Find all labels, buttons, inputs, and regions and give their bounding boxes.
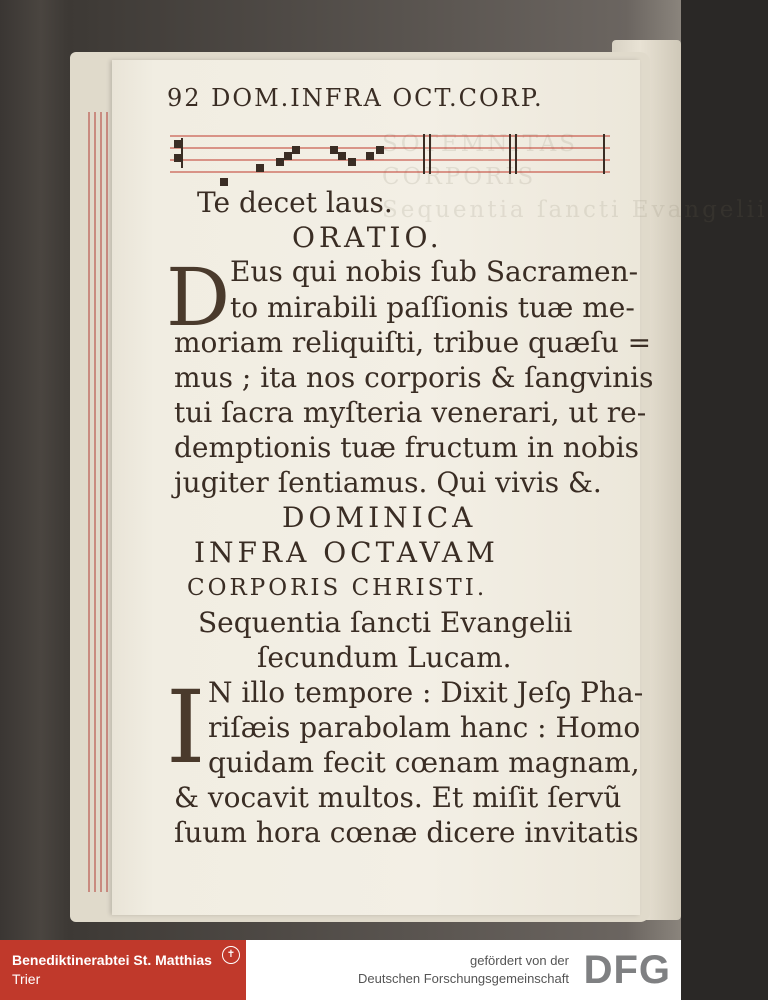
funded-by-label: gefördert von der [469,953,569,968]
institution-badge[interactable] [0,940,246,1000]
funder-name: Deutschen Forschungsgemeinschaft [357,971,569,986]
oratio-heading: ORATIO. [292,221,443,254]
gospel-dropcap: I [166,669,206,786]
gospel-line: ſuum hora cœnæ dicere invitatis [174,816,639,849]
oratio-line: mus ; ita nos corporis & ſangvinis [174,361,654,394]
oratio-dropcap: D [166,251,231,344]
oratio-line: Eus qui nobis ſub Sacramen- [230,255,639,288]
sequentia-line: ſecundum Lucam. [257,641,512,674]
page-header: 92 DOM.INFRA OCT.CORP. [167,84,544,112]
show-through-text: SOTEMNITAS CORPORIS Sequentia ſancti Evangelii [382,131,768,223]
oratio-line: tui ſacra myſteria venerari, ut re- [174,396,647,429]
institution-city: Trier [12,971,41,987]
abbey-logo-icon: ✝ [222,946,240,964]
book-page [112,60,768,915]
oratio-line: to mirabili paſſionis tuæ me- [230,291,635,324]
gospel-line: N illo tempore : Dixit Jeſꝯ Pha- [208,676,644,709]
institution-name: Benediktinerabtei St. Matthias [12,952,212,968]
chant-text: Te decet laus. [197,186,393,219]
dominica-heading: CORPORIS CHRISTI. [187,575,488,601]
footer-bar [0,940,681,1000]
dominica-heading: DOMINICA [282,501,477,534]
oratio-line: jugiter ſentiamus. Qui vivis &. [174,466,602,499]
gospel-line: riſæis parabolam hanc : Homo [208,711,641,744]
gospel-line: & vocavit multos. Et miſit ſervũ [174,781,622,814]
funder-text [358,952,569,988]
dfg-logo[interactable]: DFG [583,948,671,992]
gospel-line: quidam fecit cœnam magnam, [208,746,640,779]
sequentia-line: Sequentia ſancti Evangelii [198,606,573,639]
dominica-heading: INFRA OCTAVAM [194,536,499,569]
chant-staff [170,128,610,190]
oratio-line: demptionis tuæ fructum in nobis [174,431,640,464]
oratio-line: moriam reliquiſti, tribue quæſu = [174,326,652,359]
